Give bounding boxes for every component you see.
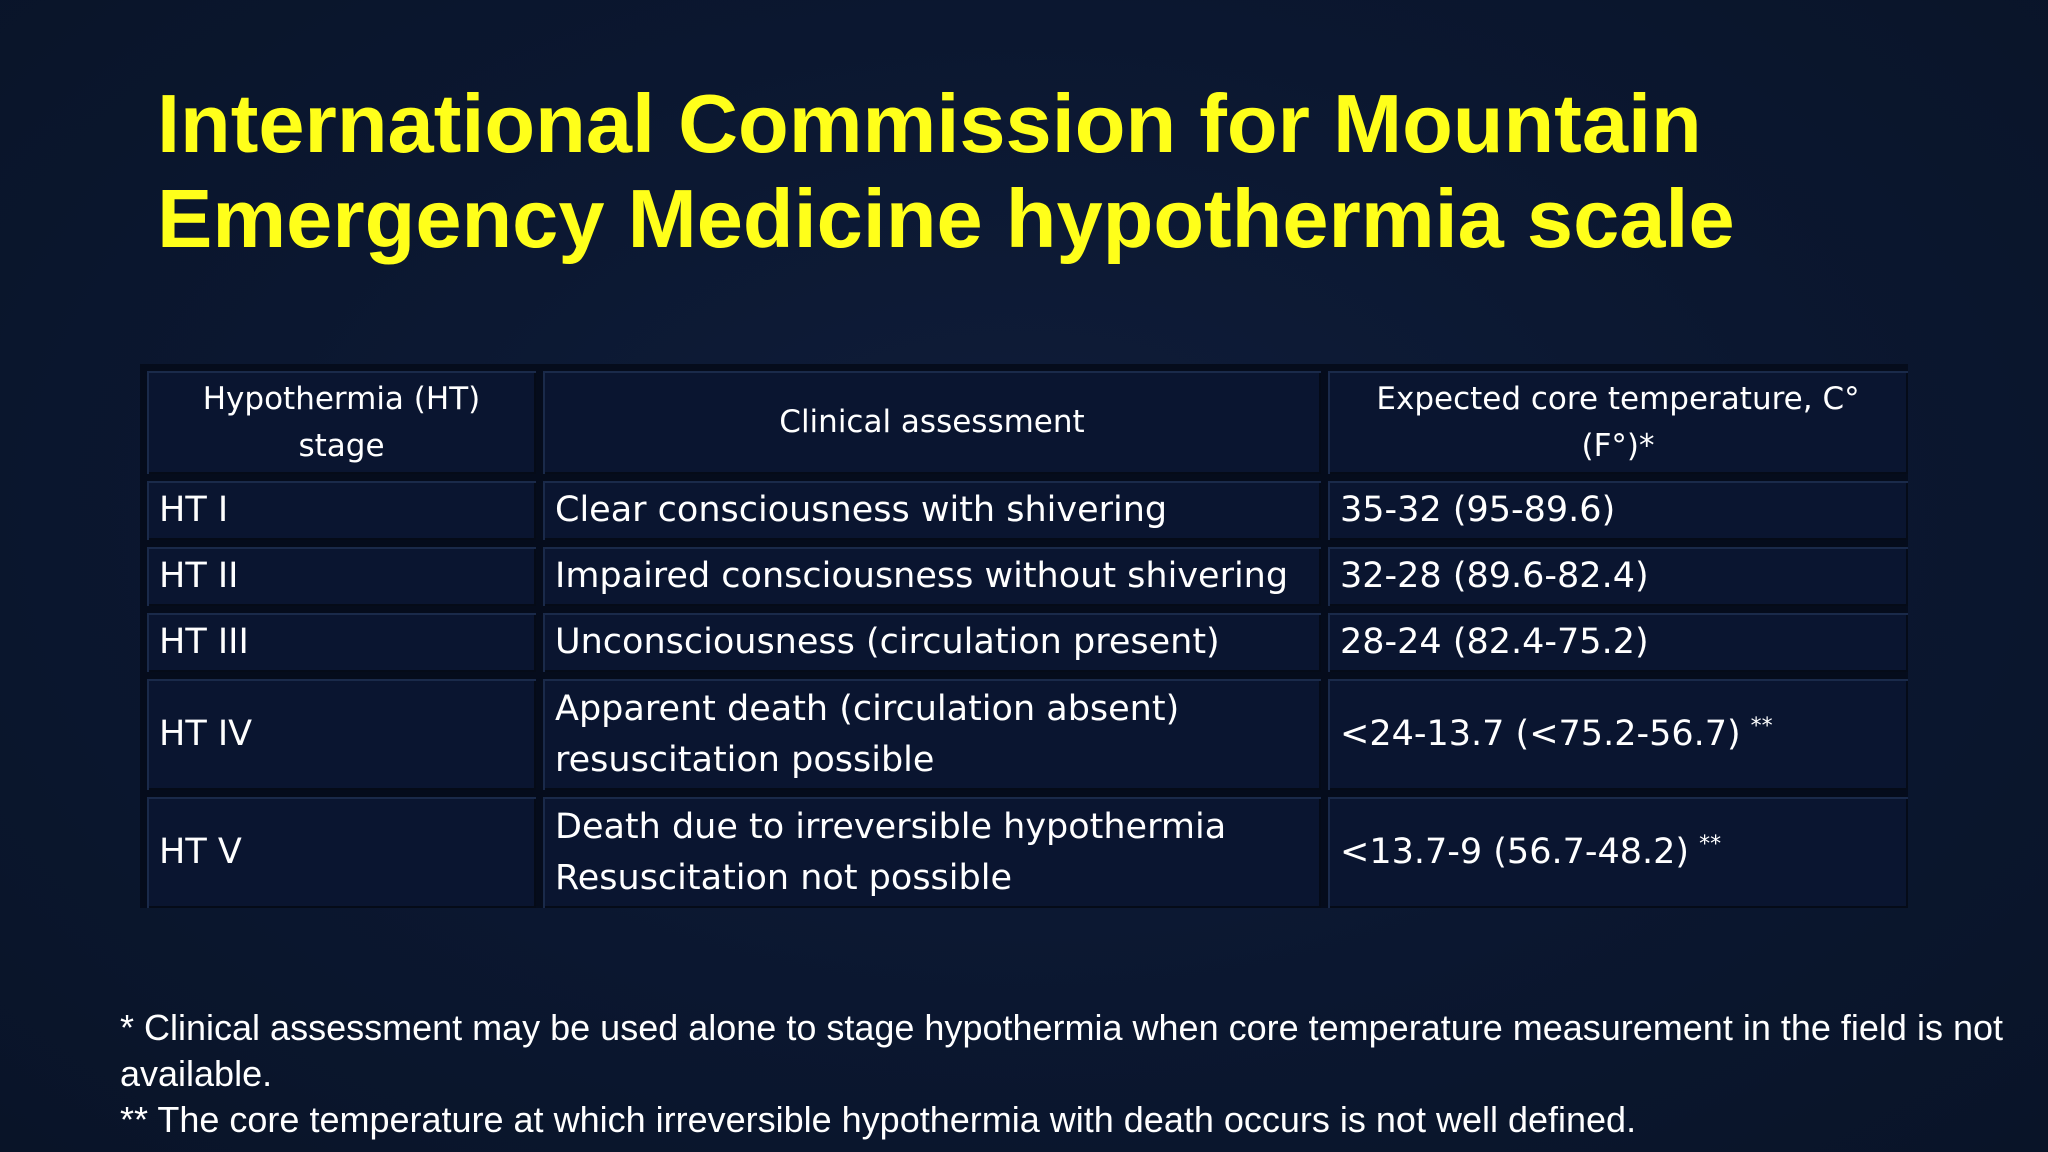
temperature-cell bbox=[1328, 547, 1908, 606]
header-stage-line-2: stage bbox=[298, 427, 385, 464]
temperature-value: 32-28 (89.6-82.4) bbox=[1340, 556, 1649, 596]
table-row bbox=[147, 679, 1908, 790]
assessment-line: Unconsciousness (circulation present) bbox=[555, 622, 1220, 662]
assessment-cell bbox=[543, 613, 1321, 672]
header-temperature bbox=[1328, 371, 1908, 474]
slide-title bbox=[157, 76, 1977, 266]
stage-cell: HT V bbox=[147, 797, 536, 908]
assessment-cell bbox=[543, 679, 1321, 790]
assessment-line: resuscitation possible bbox=[555, 739, 935, 780]
table-row bbox=[147, 797, 1908, 908]
assessment-cell bbox=[543, 797, 1321, 908]
assessment-line: Clear consciousness with shivering bbox=[555, 490, 1168, 530]
temperature-cell bbox=[1328, 797, 1908, 908]
stage-cell: HT I bbox=[147, 481, 536, 540]
hypothermia-scale-table bbox=[140, 364, 1908, 908]
header-stage-line-1: Hypothermia (HT) bbox=[202, 380, 481, 417]
header-temperature-line-1: Expected core temperature, C° bbox=[1376, 380, 1860, 417]
assessment-cell bbox=[543, 547, 1321, 606]
header-assessment-text: Clinical assessment bbox=[779, 404, 1085, 440]
temperature-cell bbox=[1328, 679, 1908, 790]
temperature-value: <13.7-9 (56.7-48.2) bbox=[1340, 832, 1690, 872]
assessment-line: Resuscitation not possible bbox=[555, 857, 1012, 898]
footnotes bbox=[120, 1005, 2020, 1143]
stage-cell: HT IV bbox=[147, 679, 536, 790]
table-row bbox=[147, 481, 1908, 540]
slide-title-line-1: International Commission for Mountain bbox=[157, 77, 1702, 170]
stage-cell: HT II bbox=[147, 547, 536, 606]
header-temperature-line-2: (F°)* bbox=[1581, 427, 1655, 464]
footnote-1: * Clinical assessment may be used alone to stage hypothermia when core temperature measurement in the field is not available. bbox=[120, 1007, 2003, 1094]
table-header-row bbox=[147, 371, 1908, 474]
temperature-cell bbox=[1328, 613, 1908, 672]
assessment-cell bbox=[543, 481, 1321, 540]
assessment-line: Death due to irreversible hypothermia bbox=[555, 806, 1227, 847]
temperature-value: 35-32 (95-89.6) bbox=[1340, 490, 1616, 530]
assessment-line: Impaired consciousness without shivering bbox=[555, 556, 1289, 596]
table-row bbox=[147, 613, 1908, 672]
slide-title-line-2: Emergency Medicine hypothermia scale bbox=[157, 172, 1735, 265]
footnote-mark: ** bbox=[1750, 714, 1773, 739]
assessment-line: Apparent death (circulation absent) bbox=[555, 688, 1180, 729]
footnote-2: ** The core temperature at which irreversible hypothermia with death occurs is not well defined. bbox=[120, 1099, 1637, 1140]
header-stage bbox=[147, 371, 536, 474]
temperature-cell bbox=[1328, 481, 1908, 540]
table-row bbox=[147, 547, 1908, 606]
temperature-value: <24-13.7 (<75.2-56.7) bbox=[1340, 714, 1741, 754]
stage-cell: HT III bbox=[147, 613, 536, 672]
temperature-value: 28-24 (82.4-75.2) bbox=[1340, 622, 1649, 662]
header-assessment bbox=[543, 371, 1321, 474]
footnote-mark: ** bbox=[1699, 832, 1722, 857]
